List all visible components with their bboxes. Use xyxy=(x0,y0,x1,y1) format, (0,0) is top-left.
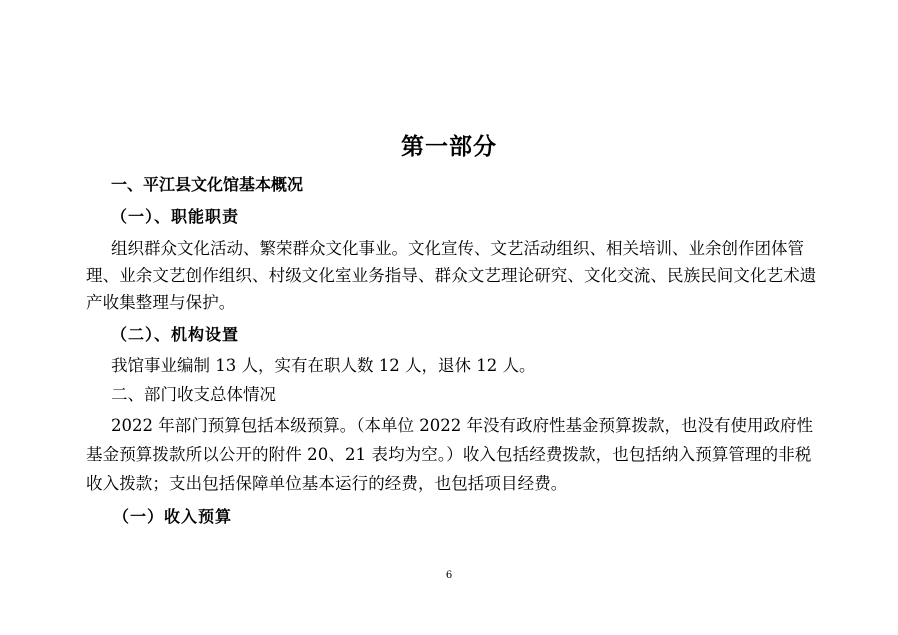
paragraph-line: 基金预算拨款所以公开的附件 20、21 表均为空。）收入包括经费拨款，也包括纳入预算管理的非税 xyxy=(86,445,812,464)
section-heading-2: 二、部门收支总体情况 xyxy=(111,385,276,404)
subsection-heading-2: （二）、机构设置 xyxy=(111,325,240,344)
paragraph-line: 2022 年部门预算包括本级预算。（本单位 2022 年没有政府性基金预算拨款，也没有使用政府性 xyxy=(111,416,813,435)
page-number: 6 xyxy=(445,570,453,581)
section-heading-1: 一、平江县文化馆基本概况 xyxy=(111,175,304,194)
paragraph-line: 收入拨款；支出包括保障单位基本运行的经费，也包括项目经费。 xyxy=(86,474,568,493)
paragraph-line: 我馆事业编制 13 人，实有在职人数 12 人，退休 12 人。 xyxy=(111,356,536,375)
page-title: 第一部分 xyxy=(401,134,497,160)
subsection-heading-1: （一）、职能职责 xyxy=(111,207,240,226)
subsection-heading-3: （一）收入预算 xyxy=(113,507,233,526)
paragraph-line: 组织群众文化活动、繁荣群众文化事业。文化宣传、文艺活动组织、相关培训、业余创作团体管 xyxy=(111,239,804,258)
paragraph-line: 理、业余文艺创作组织、村级文化室业务指导、群众文艺理论研究、文化交流、民族民间文化艺术遗 xyxy=(86,266,817,285)
paragraph-line: 产收集整理与保护。 xyxy=(86,293,236,312)
